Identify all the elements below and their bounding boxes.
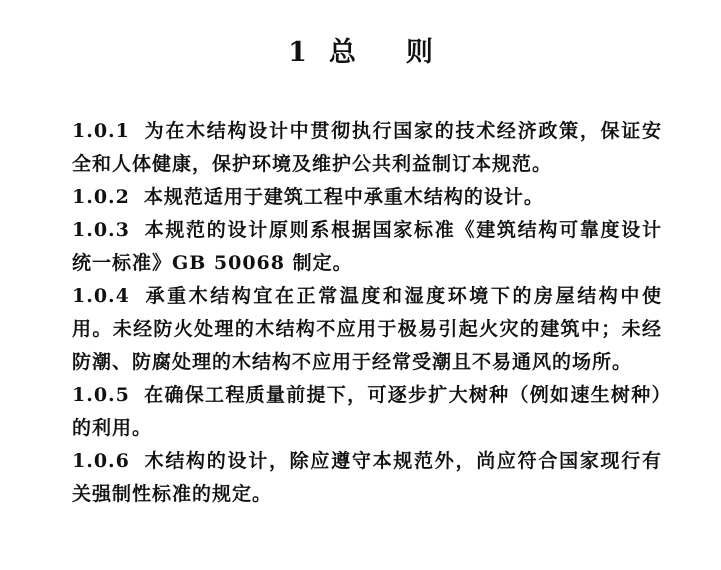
clause-text: 承重木结构宜在正常温度和湿度环境下的房屋结构中使用。未经防火处理的木结构不应用于极易引起火灾的建筑中；未经防潮、防腐处理的木结构不应用于经常受潮且不易通风的场所。 bbox=[72, 285, 662, 373]
clause-1-0-5 bbox=[72, 379, 662, 445]
clause-1-0-1 bbox=[72, 115, 662, 181]
clause-1-0-2 bbox=[72, 181, 662, 214]
clause-text: 木结构的设计，除应遵守本规范外，尚应符合国家现行有关强制性标准的规定。 bbox=[72, 450, 662, 505]
clause-number: 1.0.4 bbox=[72, 285, 130, 307]
clause-number: 1.0.5 bbox=[72, 384, 130, 406]
clause-text: 在确保工程质量前提下，可逐步扩大树种（例如速生树种）的利用。 bbox=[72, 384, 662, 439]
clause-text: 本规范的设计原则系根据国家标准《建筑结构可靠度设计统一标准》GB 50068 制定。 bbox=[72, 219, 662, 274]
clause-number: 1.0.3 bbox=[72, 219, 130, 241]
clause-number: 1.0.6 bbox=[72, 450, 130, 472]
chapter-title bbox=[0, 30, 721, 69]
chapter-number: 1 bbox=[288, 37, 307, 68]
chapter-title-word-2: 则 bbox=[405, 37, 433, 68]
clause-1-0-4 bbox=[72, 280, 662, 379]
clause-1-0-6 bbox=[72, 445, 662, 511]
chapter-title-word-1: 总 bbox=[328, 37, 356, 68]
clause-number: 1.0.2 bbox=[72, 186, 130, 208]
clause-text: 为在木结构设计中贯彻执行国家的技术经济政策，保证安全和人体健康，保护环境及维护公共利益制订本规范。 bbox=[72, 120, 662, 175]
clause-text: 本规范适用于建筑工程中承重木结构的设计。 bbox=[143, 186, 544, 208]
clause-1-0-3 bbox=[72, 214, 662, 280]
clause-number: 1.0.1 bbox=[72, 120, 130, 142]
clause-list bbox=[72, 115, 662, 511]
